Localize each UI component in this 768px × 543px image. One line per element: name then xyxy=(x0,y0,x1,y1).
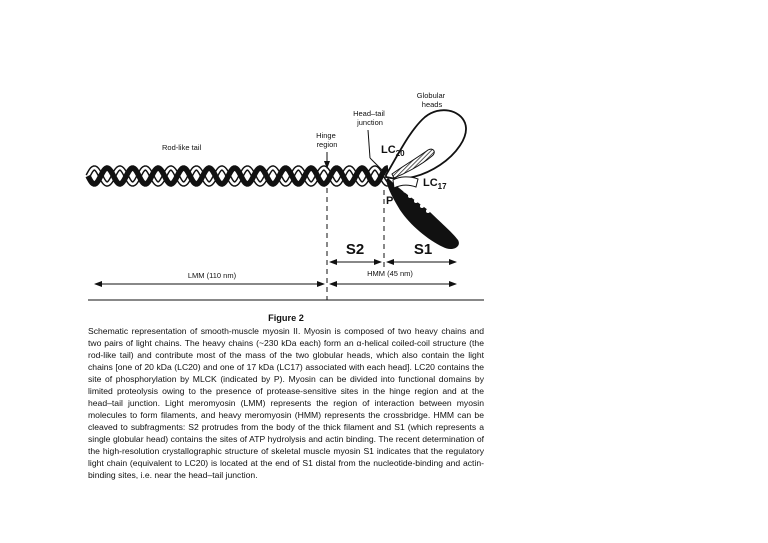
figure-title: Figure 2 xyxy=(268,313,304,323)
head-tail-junction-pointer xyxy=(368,130,370,158)
head-tail-junction-label: Head–tail junction xyxy=(353,109,385,127)
figure-caption-text: Schematic representation of smooth-muscle myosin II. Myosin is composed of two heavy chains and two pairs of light chains. The heavy chains (~230 kDa each) form an α-helical coiled-coil structure (the rod-like tail) and contribute most of the mass of the two globular heads, which also contain the light chains [one of 20 kDa (LC20) and one of 17 kDa (LC17) associated with each head]. LC20 contains the site of phosphorylation by MLCK (indicated by P). Myosin can be divided into functional domains by limited proteolysis owing to the presence of protease-sensitive sites in the hinge region and at the head–tail junction. Light meromyosin (LMM) represents the region of interaction between myosin molecules to form filaments, and heavy meromyosin (HMM) represents the crossbridge. HMM can be cleaved to subfragments: S2 protrudes from the body of the thick filament and S1 (which represents a single globular head) contains the sites of ATP hydrolysis and actin binding. The recent determination of the high-resolution crystallographic structure of skeletal muscle myosin S1 indicates that the regulatory light chain (equivalent to LC20) is located at the end of S1 distal from the nucleotide-binding and actin-binding sites, i.e. near the head–tail junction. xyxy=(88,326,484,480)
s2-label: S2 xyxy=(345,241,365,258)
rod-tail-coil xyxy=(88,168,388,184)
lc17-light-chain xyxy=(393,177,418,188)
lc17-label: $LC_{17}$ xyxy=(423,177,447,191)
rod-tail-label: Rod-like tail xyxy=(162,143,202,152)
figure-caption xyxy=(88,312,484,481)
phosphorylation-p-label: P xyxy=(386,195,394,207)
globular-heads-label: Globular heads xyxy=(416,91,446,109)
lc20-label: $LC_{20}$ xyxy=(381,144,405,158)
s1-label: S1 xyxy=(413,241,433,258)
hmm-label: HMM (45 nm) xyxy=(367,269,413,278)
globular-head-upper xyxy=(386,110,466,178)
lmm-label: LMM (110 nm) xyxy=(187,271,237,280)
hinge-label: Hinge region xyxy=(316,131,338,149)
